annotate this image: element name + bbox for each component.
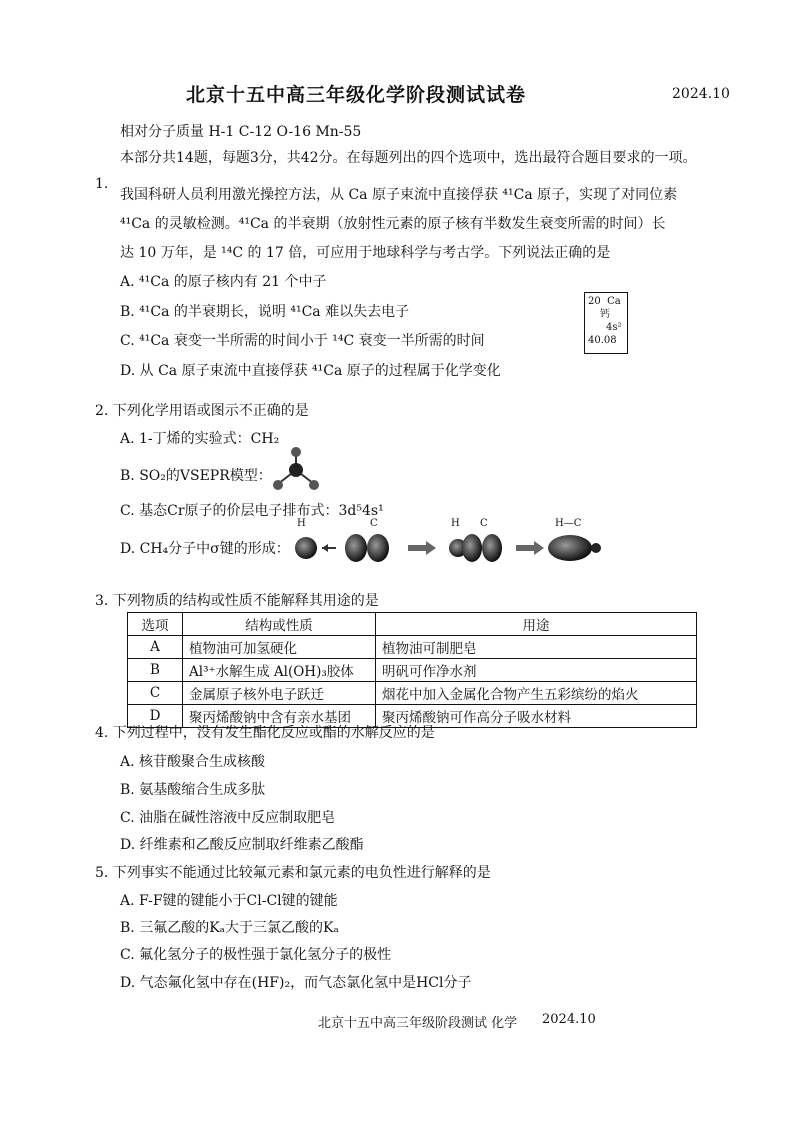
q2-option-d: D. CH₄分子中σ键的形成： <box>120 541 290 557</box>
orbital-label-c: C <box>370 518 378 529</box>
footer-text: 北京十五中高三年级阶段测试 化学 <box>318 1016 518 1031</box>
q5-option-d: D. 气态氟化氢中存在(HF)₂，而气态氯化氢中是HCl分子 <box>120 975 472 991</box>
q1-option-b: B. ⁴¹Ca 的半衰期长，说明 ⁴¹Ca 难以失去电子 <box>120 304 410 320</box>
q2-option-c: C. 基态Cr原子的价层电子排布式：3d⁵4s¹ <box>120 503 384 519</box>
orbital-label-bond: H—C <box>555 518 582 529</box>
table-cell: 聚丙烯酸钠可作高分子吸水材料 <box>376 705 697 728</box>
q1-option-d: D. 从 Ca 原子束流中直接俘获 ⁴¹Ca 原子的过程属于化学变化 <box>120 363 501 379</box>
table-row <box>128 636 697 659</box>
orbital-label-c2: C <box>480 518 488 529</box>
q1-option-a: A. ⁴¹Ca 的原子核内有 21 个中子 <box>120 274 327 290</box>
table-cell: C <box>128 682 183 705</box>
element-name: 钙 <box>600 309 610 320</box>
table-cell: 聚丙烯酸钠中含有亲水基团 <box>183 705 376 728</box>
section-instructions: 本部分共14题，每题3分，共42分。在每题列出的四个选项中，选出最符合题目要求的一项。 <box>120 150 697 166</box>
page-title: 北京十五中高三年级化学阶段测试试卷 <box>186 84 527 106</box>
q1-stem-line3: 达 10 万年，是 ¹⁴C 的 17 倍，可应用于地球科学与考古学。下列说法正确的是 <box>120 245 611 261</box>
table-cell: D <box>128 705 183 728</box>
sigma-bond-formation-diagram <box>290 530 610 566</box>
q2-option-a: A. 1-丁烯的实验式：CH₂ <box>120 431 280 447</box>
table-header-cell: 选项 <box>128 613 183 636</box>
relative-masses: 相对分子质量 H-1 C-12 O-16 Mn-55 <box>120 124 362 140</box>
q4-stem: 4. 下列过程中，没有发生酯化反应或酯的水解反应的是 <box>95 725 435 741</box>
table-cell: A <box>128 636 183 659</box>
so2-vsepr-model-diagram <box>268 444 324 494</box>
q2-option-b: B. SO₂的VSEPR模型： <box>120 468 272 484</box>
table-cell: 金属原子核外电子跃迁 <box>183 682 376 705</box>
element-symbol: Ca <box>607 296 621 307</box>
element-config: 4s² <box>606 322 622 333</box>
q4-option-b: B. 氨基酸缩合生成多肽 <box>120 782 266 798</box>
table-cell: 烟花中加入金属化合物产生五彩缤纷的焰火 <box>376 682 697 705</box>
q3-stem: 3. 下列物质的结构或性质不能解释其用途的是 <box>95 593 379 609</box>
q5-stem: 5. 下列事实不能通过比较氟元素和氯元素的电负性进行解释的是 <box>95 865 491 881</box>
q1-option-c: C. ⁴¹Ca 衰变一半所需的时间小于 ¹⁴C 衰变一半所需的时间 <box>120 333 485 349</box>
table-row <box>128 682 697 705</box>
q5-option-b: B. 三氟乙酸的Kₐ大于三氯乙酸的Kₐ <box>120 920 339 936</box>
table-row <box>128 659 697 682</box>
orbital-label-h: H <box>297 518 306 529</box>
periodic-element-card <box>584 292 628 354</box>
q5-option-a: A. F-F键的键能小于Cl-Cl键的键能 <box>120 893 338 909</box>
table-header-cell: 结构或性质 <box>183 613 376 636</box>
q4-option-c: C. 油脂在碱性溶液中反应制取肥皂 <box>120 810 336 826</box>
header-date: 2024.10 <box>672 86 730 102</box>
q4-option-d: D. 纤维素和乙酸反应制取纤维素乙酸酯 <box>120 837 364 853</box>
table-header-row <box>128 613 697 636</box>
q3-table <box>127 612 697 728</box>
table-cell: 植物油可制肥皂 <box>376 636 697 659</box>
table-cell: 明矾可作净水剂 <box>376 659 697 682</box>
q1-number: 1. <box>95 176 109 192</box>
table-header-cell: 用途 <box>376 613 697 636</box>
element-mass: 40.08 <box>588 335 617 346</box>
table-cell: B <box>128 659 183 682</box>
table-cell: 植物油可加氢硬化 <box>183 636 376 659</box>
q4-option-a: A. 核苷酸聚合生成核酸 <box>120 754 266 770</box>
q5-option-c: C. 氟化氢分子的极性强于氯化氢分子的极性 <box>120 947 392 963</box>
q2-stem: 2. 下列化学用语或图示不正确的是 <box>95 403 309 419</box>
element-number: 20 <box>588 296 601 307</box>
q1-stem-line1: 我国科研人员利用激光操控方法，从 Ca 原子束流中直接俘获 ⁴¹Ca 原子，实现了对同位素 <box>120 187 678 203</box>
footer-date: 2024.10 <box>542 1012 596 1027</box>
table-cell: Al³⁺水解生成 Al(OH)₃胶体 <box>183 659 376 682</box>
orbital-label-h2: H <box>451 518 460 529</box>
q1-stem-line2: ⁴¹Ca 的灵敏检测。⁴¹Ca 的半衰期（放射性元素的原子核有半数发生衰变所需的时间）长 <box>120 216 666 232</box>
